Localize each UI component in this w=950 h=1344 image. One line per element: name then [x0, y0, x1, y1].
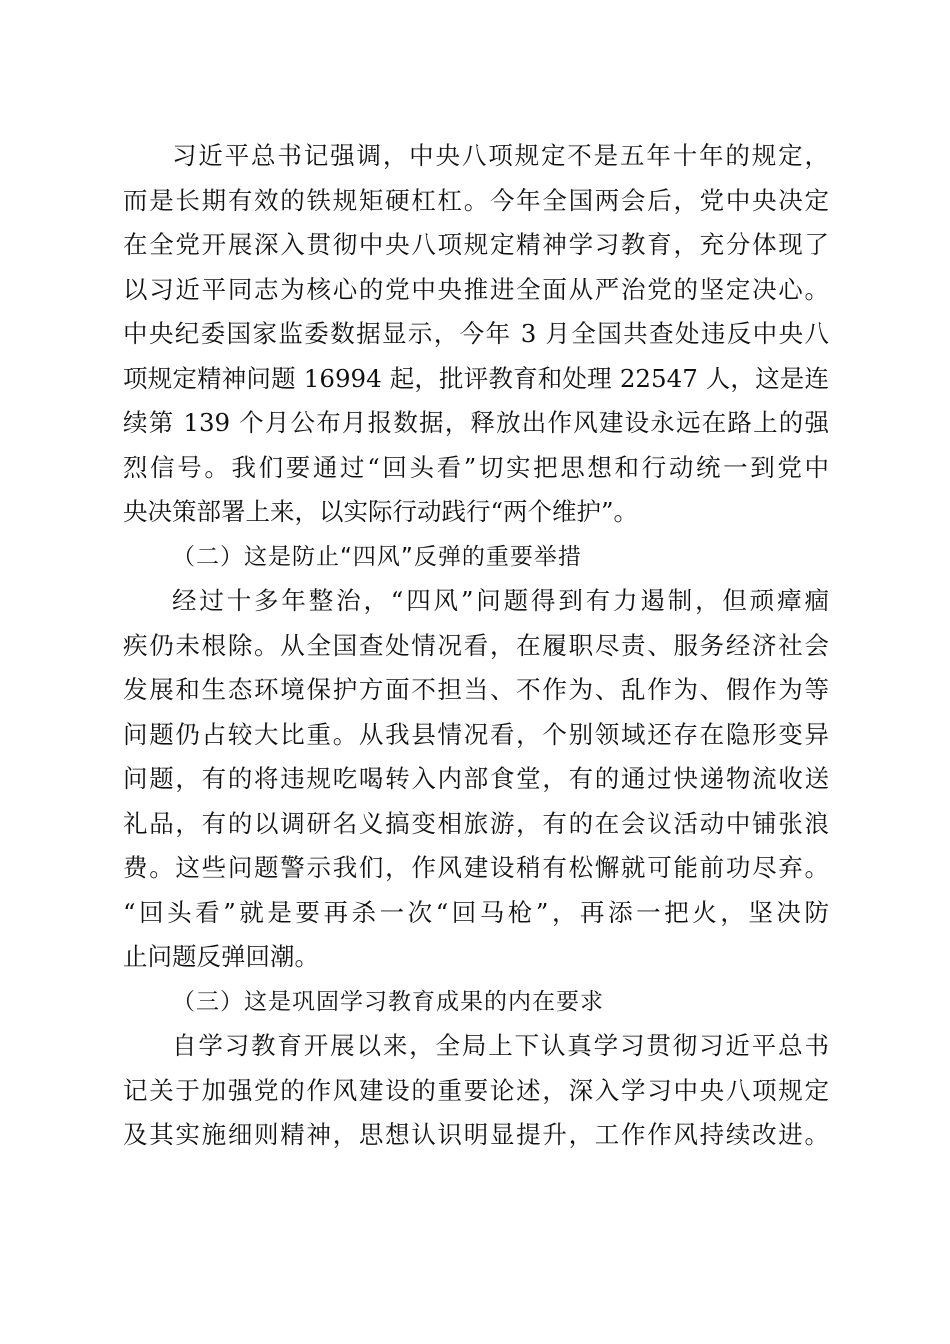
- paragraph-line: 而是长期有效的铁规矩硬杠杠。今年全国两会后，党中央决定: [123, 185, 829, 215]
- paragraph-line: 央决策部署上来，以实际行动践行“两个维护”。: [123, 497, 639, 526]
- paragraph-line: 习近平总书记强调，中央八项规定不是五年十年的规定，: [172, 141, 829, 170]
- paragraph-line: 礼品，有的以调研名义搞变相旅游，有的在会议活动中铺张浪: [123, 808, 829, 838]
- paragraph-line: “回头看”就是要再杀一次“回马枪”，再添一把火，坚决防: [123, 897, 829, 927]
- paragraph-3: [123, 1024, 829, 1158]
- document-body: [123, 134, 829, 1158]
- paragraph-line: 在全党开展深入贯彻中央八项规定精神学习教育，充分体现了: [123, 230, 829, 259]
- paragraph-line: 发展和生态环境保护方面不担当、不作为、乱作为、假作为等: [123, 675, 829, 704]
- section-heading-3: （三）这是巩固学习教育成果的内在要求: [172, 988, 604, 1015]
- paragraph-line: 疾仍未根除。从全国查处情况看，在履职尽责、服务经济社会: [123, 630, 829, 660]
- paragraph-line: 项规定精神问题 16994 起，批评教育和处理 22547 人，这是连: [123, 363, 829, 393]
- paragraph-line: 续第 139 个月公布月报数据，释放出作风建设永远在路上的强: [123, 408, 829, 437]
- paragraph-line: 及其实施细则精神，思想认识明显提升，工作作风持续改进。: [123, 1120, 829, 1149]
- paragraph-line: 记关于加强党的作风建设的重要论述，深入学习中央八项规定: [123, 1075, 829, 1105]
- paragraph-line: 中央纪委国家监委数据显示，今年 3 月全国共查处违反中央八: [123, 319, 829, 348]
- section-heading-2: （二）这是防止“四风”反弹的重要举措: [172, 543, 582, 570]
- paragraph-line: 经过十多年整治，“四风”问题得到有力遏制，但顽瘴痼: [172, 586, 829, 615]
- paragraph-line: 问题，有的将违规吃喝转入内部食堂，有的通过快递物流收送: [123, 764, 829, 793]
- paragraph-2: [123, 579, 829, 980]
- paragraph-line: 烈信号。我们要通过“回头看”切实把思想和行动统一到党中: [123, 452, 829, 482]
- paragraph-line: 问题仍占较大比重。从我县情况看，个别领域还存在隐形变异: [123, 719, 829, 749]
- paragraph-line: 费。这些问题警示我们，作风建设稍有松懈就可能前功尽弃。: [123, 853, 829, 882]
- paragraph-line: 自学习教育开展以来，全局上下认真学习贯彻习近平总书: [172, 1031, 829, 1060]
- paragraph-line: 止问题反弹回潮。: [123, 942, 319, 971]
- paragraph-line: 以习近平同志为核心的党中央推进全面从严治党的坚定决心。: [123, 274, 829, 304]
- paragraph-1: [123, 134, 829, 535]
